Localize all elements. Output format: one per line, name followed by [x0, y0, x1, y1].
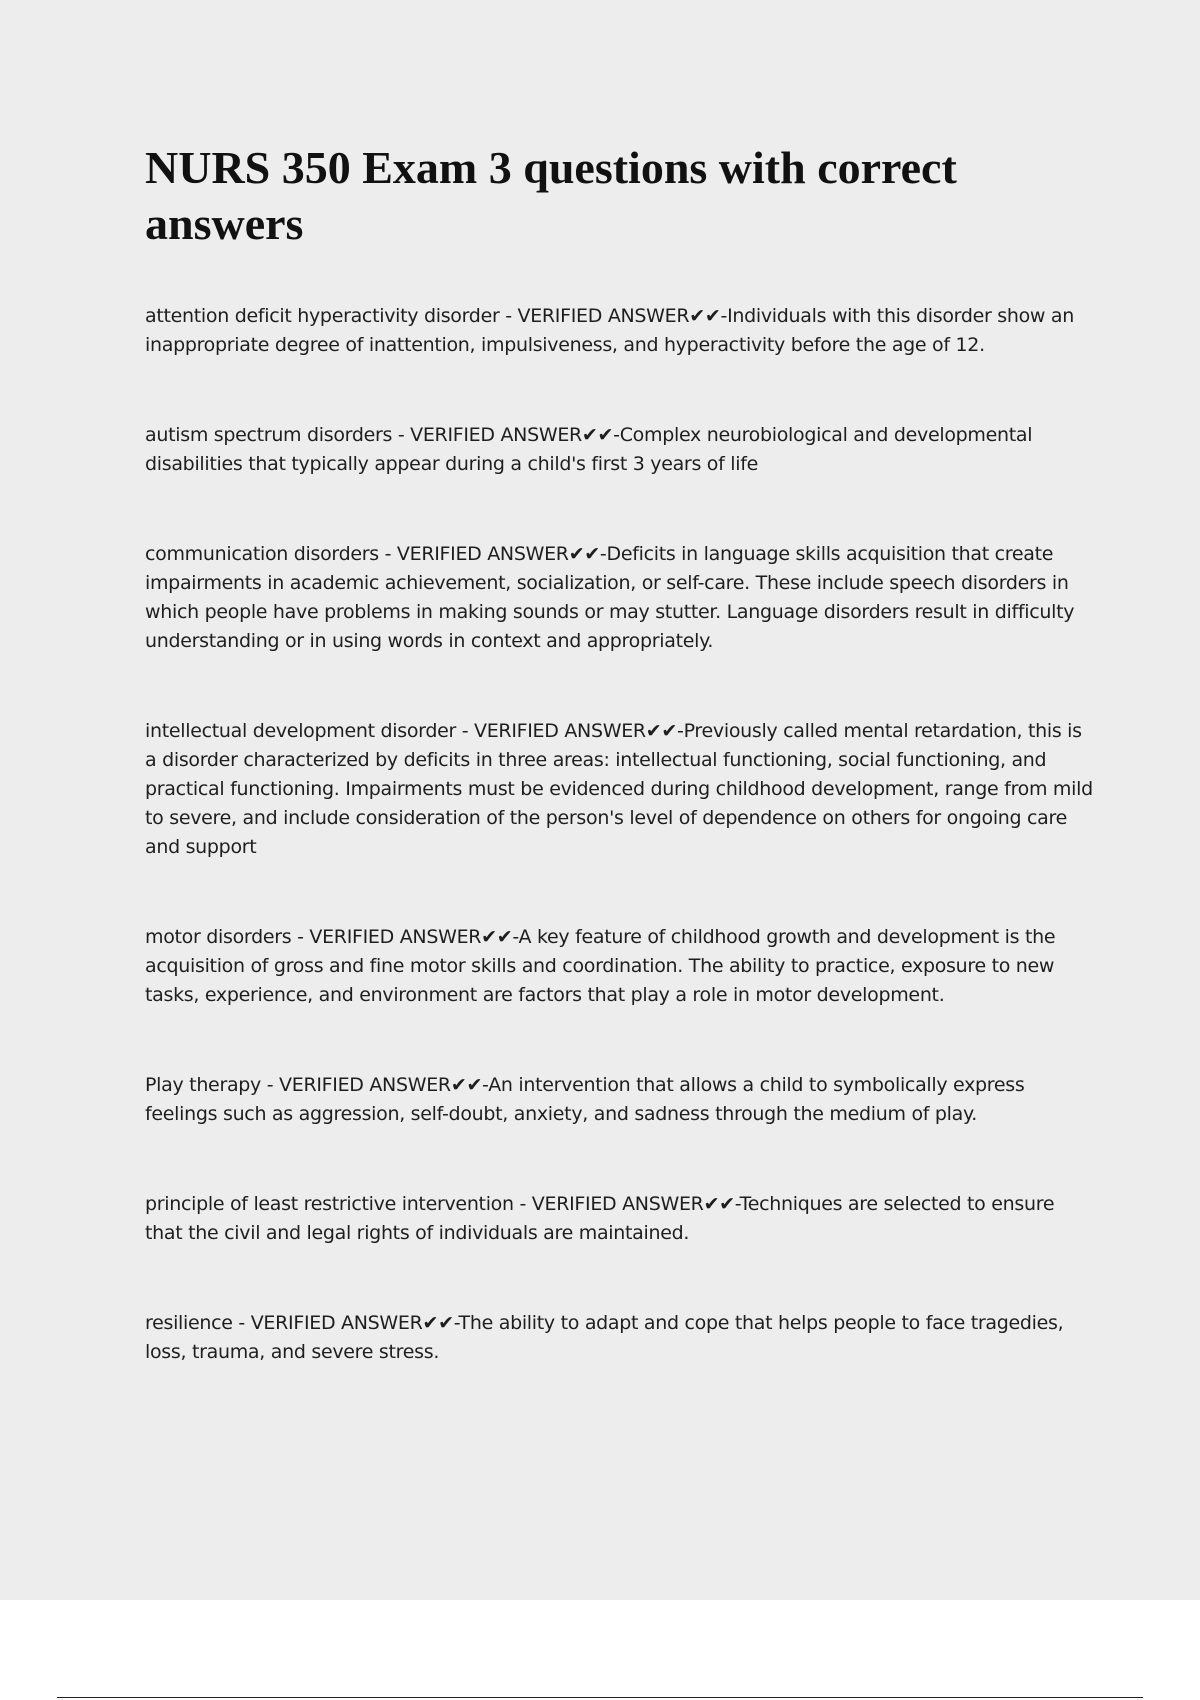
entry-communication-disorders: communication disorders - VERIFIED ANSWER✔✔-Deficits in language skills acquisition that create impairments in academic achievement, socialization, or self-care. These include speech disorders in which people have problems in making sounds or may stutter. Language disorders result in difficulty understanding or in using words in context and appropriately.: [145, 543, 1075, 652]
entry-intellectual-development-disorder: intellectual development disorder - VERIFIED ANSWER✔✔-Previously called mental retardation, this is a disorder characterized by deficits in three areas: intellectual functioning, social functioning, and practical functioning. Impairments must be evidenced during childhood development, range from mild to severe, and include consideration of the person's level of dependence on others for ongoing care and support: [145, 720, 1093, 858]
footer-divider: [57, 1697, 1143, 1698]
document-content: [145, 140, 1095, 1428]
entry-adhd: attention deficit hyperactivity disorder - VERIFIED ANSWER✔✔-Individuals with this disorder show an inappropriate degree of inattention, impulsiveness, and hyperactivity before the age of 12.: [145, 305, 1074, 356]
document-title: NURS 350 Exam 3 questions with correct answers: [145, 142, 957, 249]
entry-least-restrictive-intervention: principle of least restrictive intervention - VERIFIED ANSWER✔✔-Techniques are selected to ensure that the civil and legal rights of individuals are maintained.: [145, 1193, 1055, 1244]
entry-autism-spectrum-disorders: autism spectrum disorders - VERIFIED ANSWER✔✔-Complex neurobiological and developmental disabilities that typically appear during a child's first 3 years of life: [145, 424, 1033, 475]
entry-motor-disorders: motor disorders - VERIFIED ANSWER✔✔-A key feature of childhood growth and development is the acquisition of gross and fine motor skills and coordination. The ability to practice, exposure to new tasks, experience, and environment are factors that play a role in motor development.: [145, 926, 1056, 1006]
entry-resilience: resilience - VERIFIED ANSWER✔✔-The ability to adapt and cope that helps people to face tragedies, loss, trauma, and severe stress.: [145, 1312, 1064, 1363]
entry-play-therapy: Play therapy - VERIFIED ANSWER✔✔-An intervention that allows a child to symbolically express feelings such as aggression, self-doubt, anxiety, and sadness through the medium of play.: [145, 1074, 1025, 1125]
